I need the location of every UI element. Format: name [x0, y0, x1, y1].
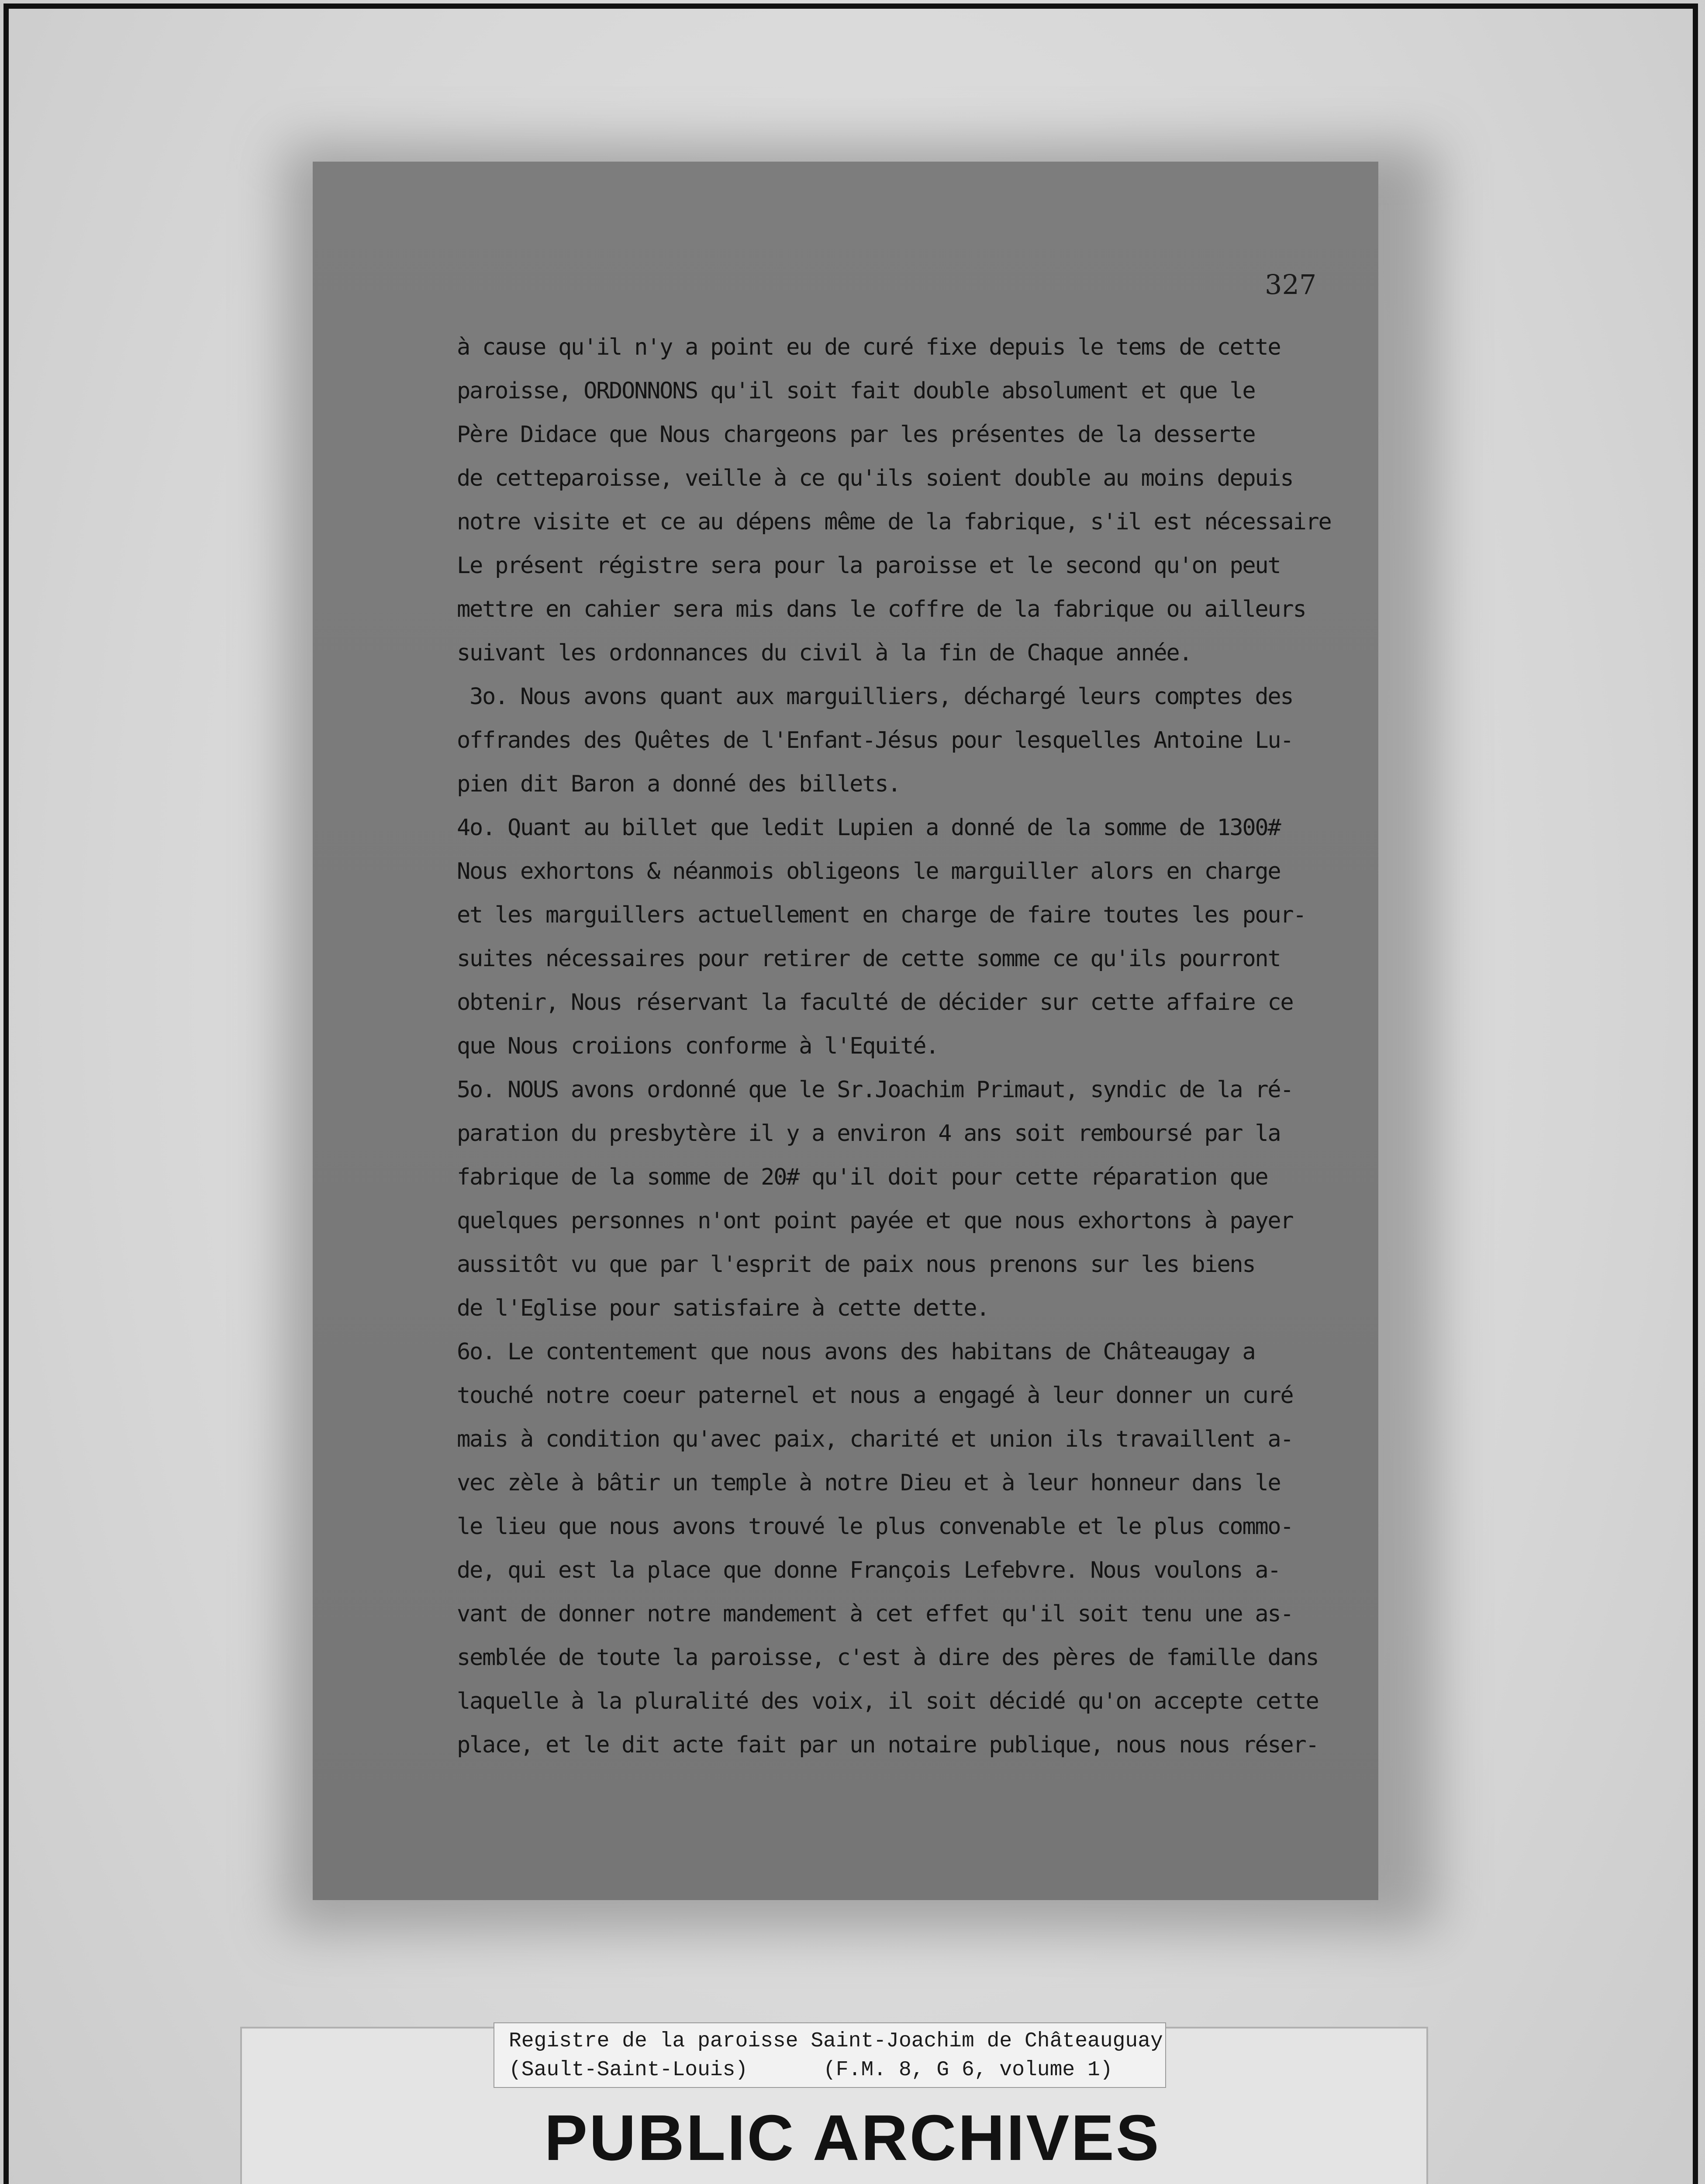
- text-line: quelques personnes n'ont point payée et que nous exhortons à payer: [457, 1208, 1293, 1234]
- document-page: [313, 162, 1378, 1900]
- page-number: 327: [1265, 269, 1317, 301]
- text-line: de, qui est la place que donne François Lefebvre. Nous voulons a-: [457, 1557, 1280, 1583]
- text-line: suites nécessaires pour retirer de cette somme ce qu'ils pourront: [457, 946, 1280, 972]
- text-line: que Nous croiions conforme à l'Equité.: [457, 1033, 939, 1059]
- typed-text-body: [457, 325, 1370, 1767]
- text-line: 3o. Nous avons quant aux marguilliers, déchargé leurs comptes des: [457, 684, 1293, 710]
- register-caption: [509, 2027, 1163, 2084]
- archive-title-english: PUBLIC ARCHIVES: [544, 2102, 1161, 2174]
- text-line: Père Didace que Nous chargeons par les présentes de la desserte: [457, 422, 1255, 448]
- text-line: Le présent régistre sera pour la paroisse et le second qu'on peut: [457, 553, 1280, 579]
- text-line: touché notre coeur paternel et nous a engagé à leur donner un curé: [457, 1382, 1293, 1409]
- caption-line-2: (Sault-Saint-Louis) (F.M. 8, G 6, volume 1): [509, 2058, 1113, 2082]
- text-line: suivant les ordonnances du civil à la fin de Chaque année.: [457, 640, 1192, 666]
- text-line: notre visite et ce au dépens même de la fabrique, s'il est nécessaire: [457, 509, 1331, 535]
- text-line: Nous exhortons & néanmois obligeons le marguiller alors en charge: [457, 858, 1280, 885]
- text-line: vec zèle à bâtir un temple à notre Dieu et à leur honneur dans le: [457, 1470, 1280, 1496]
- text-line: semblée de toute la paroisse, c'est à dire des pères de famille dans: [457, 1645, 1318, 1671]
- text-line: offrandes des Quêtes de l'Enfant-Jésus pour lesquelles Antoine Lu-: [457, 727, 1293, 753]
- text-line: 5o. NOUS avons ordonné que le Sr.Joachim Primaut, syndic de la ré-: [457, 1077, 1293, 1103]
- text-line: et les marguillers actuellement en charge de faire toutes les pour-: [457, 902, 1306, 928]
- text-line: vant de donner notre mandement à cet effet qu'il soit tenu une as-: [457, 1601, 1293, 1627]
- text-line: paration du presbytère il y a environ 4 ans soit remboursé par la: [457, 1120, 1280, 1147]
- text-line: 6o. Le contentement que nous avons des habitans de Châteaugay a: [457, 1339, 1255, 1365]
- text-line: place, et le dit acte fait par un notaire publique, nous nous réser-: [457, 1732, 1318, 1758]
- text-line: 4o. Quant au billet que ledit Lupien a donné de la somme de 1300#: [457, 815, 1280, 841]
- text-line: fabrique de la somme de 20# qu'il doit pour cette réparation que: [457, 1164, 1268, 1190]
- text-line: aussitôt vu que par l'esprit de paix nous prenons sur les biens: [457, 1251, 1255, 1278]
- text-line: pien dit Baron a donné des billets.: [457, 771, 901, 797]
- text-line: mettre en cahier sera mis dans le coffre de la fabrique ou ailleurs: [457, 596, 1306, 622]
- text-line: mais à condition qu'avec paix, charité et union ils travaillent a-: [457, 1426, 1293, 1452]
- caption-line-1: Registre de la paroisse Saint-Joachim de Châteauguay: [509, 2029, 1163, 2053]
- text-line: paroisse, ORDONNONS qu'il soit fait double absolument et que le: [457, 378, 1255, 404]
- text-line: de cetteparoisse, veille à ce qu'ils soient double au moins depuis: [457, 465, 1293, 491]
- text-line: laquelle à la pluralité des voix, il soit décidé qu'on accepte cette: [457, 1688, 1318, 1714]
- text-line: à cause qu'il n'y a point eu de curé fixe depuis le tems de cette: [457, 334, 1280, 360]
- text-line: le lieu que nous avons trouvé le plus convenable et le plus commo-: [457, 1514, 1293, 1540]
- text-line: obtenir, Nous réservant la faculté de décider sur cette affaire ce: [457, 989, 1293, 1016]
- text-line: de l'Eglise pour satisfaire à cette dette.: [457, 1295, 989, 1321]
